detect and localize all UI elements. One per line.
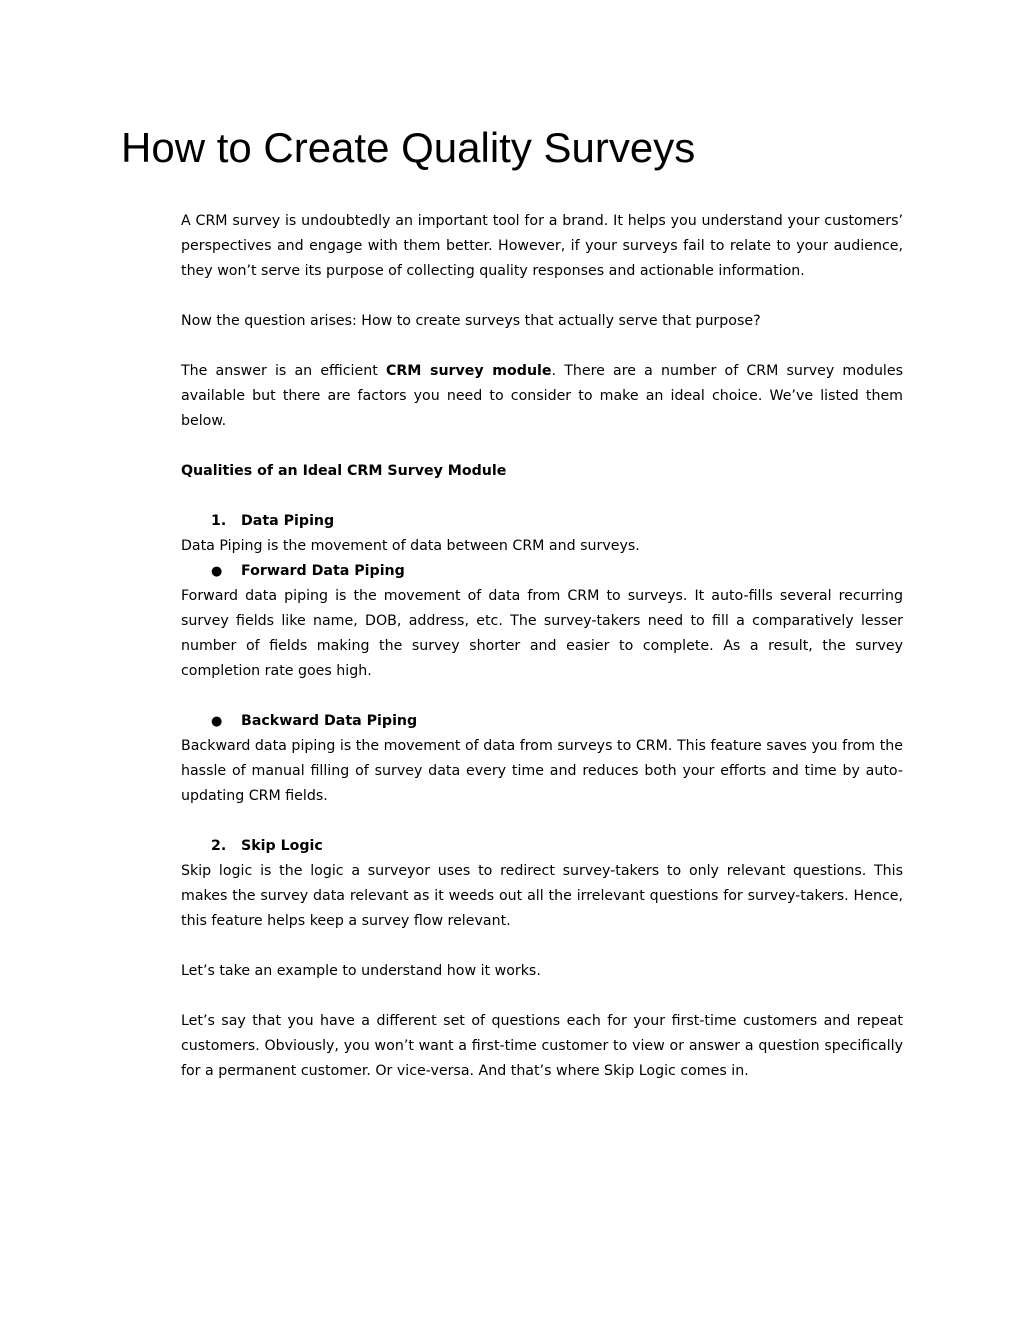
intro-paragraph: A CRM survey is undoubtedly an important tool for a brand. It helps you understand your customers’ perspectives and engage with them better. However, if your surveys fail to relate to your audience, they won’t serve its purpose of collecting quality responses and actionable information.	[181, 213, 903, 279]
bullet-item-heading: Forward Data Piping	[241, 563, 405, 579]
bullet-icon: ●	[211, 564, 223, 579]
question-paragraph: Now the question arises: How to create surveys that actually serve that purpose?	[181, 313, 761, 329]
document-body	[181, 209, 903, 1084]
answer-text-before: The answer is an efficient	[181, 363, 386, 379]
skip-logic-paragraph: Skip logic is the logic a surveyor uses to redirect survey-takers to only relevant questions. This makes the survey data relevant as it weeds out all the irrelevant questions for survey-takers. Hence, this feature helps keep a survey flow relevant.	[181, 863, 903, 929]
data-piping-paragraph: Data Piping is the movement of data between CRM and surveys.	[181, 538, 640, 554]
list-number: 2.	[211, 838, 227, 854]
list-item-heading: Skip Logic	[241, 838, 323, 854]
list-number: 1.	[211, 513, 227, 529]
bullet-item-forward	[181, 559, 903, 584]
document-title: How to Create Quality Surveys	[121, 124, 696, 171]
list-item-heading: Data Piping	[241, 513, 335, 529]
bullet-icon: ●	[211, 714, 223, 729]
answer-bold-term: CRM survey module	[385, 363, 552, 379]
bullet-item-backward	[181, 709, 903, 734]
section-heading: Qualities of an Ideal CRM Survey Module	[181, 463, 507, 479]
bullet-item-heading: Backward Data Piping	[241, 713, 418, 729]
example-intro-paragraph: Let’s take an example to understand how it works.	[181, 963, 541, 979]
answer-text-after: . There are a number of CRM survey modules available but there are factors you need to consider to make an ideal choice. We’ve listed them below.	[181, 363, 903, 429]
example-paragraph: Let’s say that you have a different set of questions each for your first-time customers and repeat customers. Obviously, you won’t want a first-time customer to view or answer a question specifically for a permanent customer. Or vice-versa. And that’s where Skip Logic comes in.	[181, 1013, 903, 1079]
backward-piping-paragraph: Backward data piping is the movement of data from surveys to CRM. This feature saves you from the hassle of manual filling of survey data every time and reduces both your efforts and time by auto-updating CRM fields.	[181, 738, 903, 804]
list-item-data-piping	[181, 509, 903, 534]
list-item-skip-logic	[181, 834, 903, 859]
forward-piping-paragraph: Forward data piping is the movement of data from CRM to surveys. It auto-fills several recurring survey fields like name, DOB, address, etc. The survey-takers need to fill a comparatively lesser number of fields making the survey shorter and easier to complete. As a result, the survey completion rate goes high.	[181, 588, 903, 679]
answer-paragraph	[181, 359, 903, 434]
